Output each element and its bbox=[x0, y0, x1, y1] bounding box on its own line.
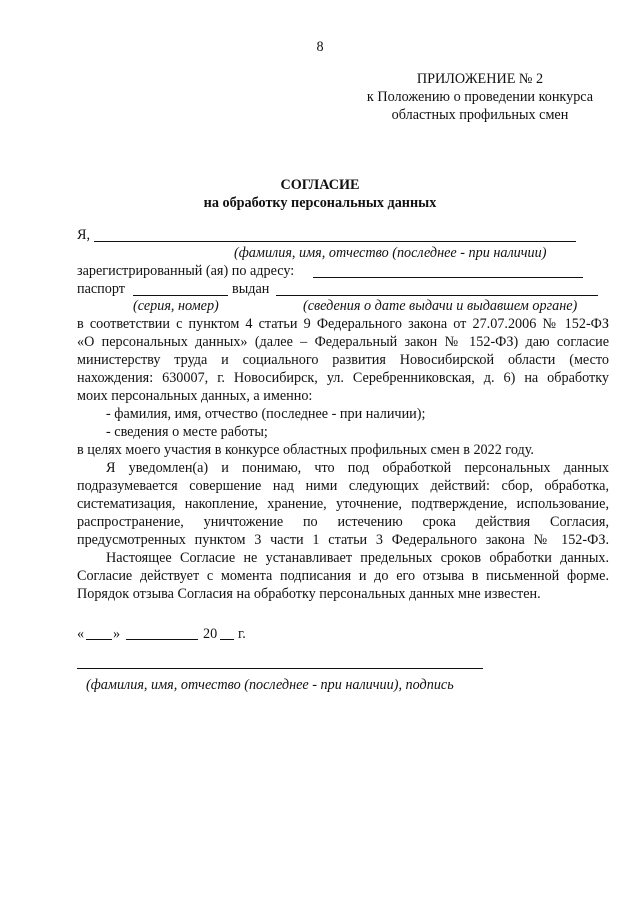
document-title bbox=[0, 176, 640, 212]
address-label: зарегистрированный (ая) по адресу: bbox=[77, 263, 295, 279]
p3-line-1: Настоящее Согласие не устанавливает предельных сроков обработки данных. bbox=[106, 550, 609, 566]
signature-field[interactable] bbox=[77, 668, 483, 669]
date-open-quote: « bbox=[77, 626, 85, 642]
p3-line-3: Порядок отзыва Согласия на обработку персональных данных мне известен. bbox=[77, 586, 541, 602]
series-hint: (серия, номер) bbox=[133, 298, 219, 314]
fio-hint: (фамилия, имя, отчество (последнее - при наличии) bbox=[234, 245, 547, 261]
p2-line-3: систематизация, накопление, хранение, уточнение, подтверждение, использование, bbox=[77, 496, 609, 512]
p2-line-1: Я уведомлен(а) и понимаю, что под обработкой персональных данных bbox=[106, 460, 609, 476]
fio-field[interactable] bbox=[94, 241, 576, 242]
signature-hint: (фамилия, имя, отчество (последнее - при наличии), подпись bbox=[86, 677, 454, 693]
date-year-suffix: г. bbox=[238, 626, 246, 642]
date-year-field[interactable] bbox=[220, 639, 234, 640]
title-sub: на обработку персональных данных bbox=[203, 195, 437, 211]
p2-line-2: подразумевается совершение над ними следующих действий: сбор, обработка, bbox=[77, 478, 609, 494]
date-close-quote: » bbox=[113, 626, 121, 642]
issue-hint: (сведения о дате выдачи и выдавшем органе) bbox=[303, 298, 578, 314]
address-field[interactable] bbox=[313, 277, 583, 278]
appendix-line-3: областных профильных смен bbox=[391, 107, 569, 123]
p1-line-1: в соответствии с пунктом 4 статьи 9 Федерального закона от 27.07.2006 № 152-ФЗ bbox=[77, 316, 609, 332]
appendix-line-2: к Положению о проведении конкурса bbox=[366, 89, 594, 105]
appendix-header bbox=[350, 70, 610, 124]
p1-line-2: «О персональных данных» (далее – Федеральный закон № 152-ФЗ) даю согласие bbox=[77, 334, 609, 350]
passport-label: паспорт bbox=[77, 281, 125, 297]
list-item-1: - фамилия, имя, отчество (последнее - при наличии); bbox=[106, 406, 426, 422]
title-main: СОГЛАСИЕ bbox=[280, 177, 360, 193]
issued-label: выдан bbox=[232, 281, 270, 297]
date-day-field[interactable] bbox=[86, 639, 112, 640]
issued-field[interactable] bbox=[276, 295, 598, 296]
p2-line-5: предусмотренных пунктом 3 части 1 статьи 3 Федерального закона № 152-ФЗ. bbox=[77, 532, 609, 548]
appendix-line-1: ПРИЛОЖЕНИЕ № 2 bbox=[416, 71, 544, 87]
date-year-prefix: 20 bbox=[203, 626, 218, 642]
i-label: Я, bbox=[77, 227, 91, 243]
passport-field[interactable] bbox=[133, 295, 228, 296]
list-item-2: - сведения о месте работы; bbox=[106, 424, 268, 440]
p1-end: в целях моего участия в конкурсе областных профильных смен в 2022 году. bbox=[77, 442, 534, 458]
p1-line-3: министерству труда и социального развития Новосибирской области (место bbox=[77, 352, 609, 368]
p2-line-4: распространение, уничтожение по истечению срока действия Согласия, bbox=[77, 514, 609, 530]
date-month-field[interactable] bbox=[126, 639, 198, 640]
p1-line-5: моих персональных данных, а именно: bbox=[77, 388, 313, 404]
p3-line-2: Согласие действует с момента подписания и до его отзыва в письменной форме. bbox=[77, 568, 609, 584]
p1-line-4: нахождения: 630007, г. Новосибирск, ул. Серебренниковская, д. 6) на обработку bbox=[77, 370, 609, 386]
page-number: 8 bbox=[316, 39, 324, 55]
